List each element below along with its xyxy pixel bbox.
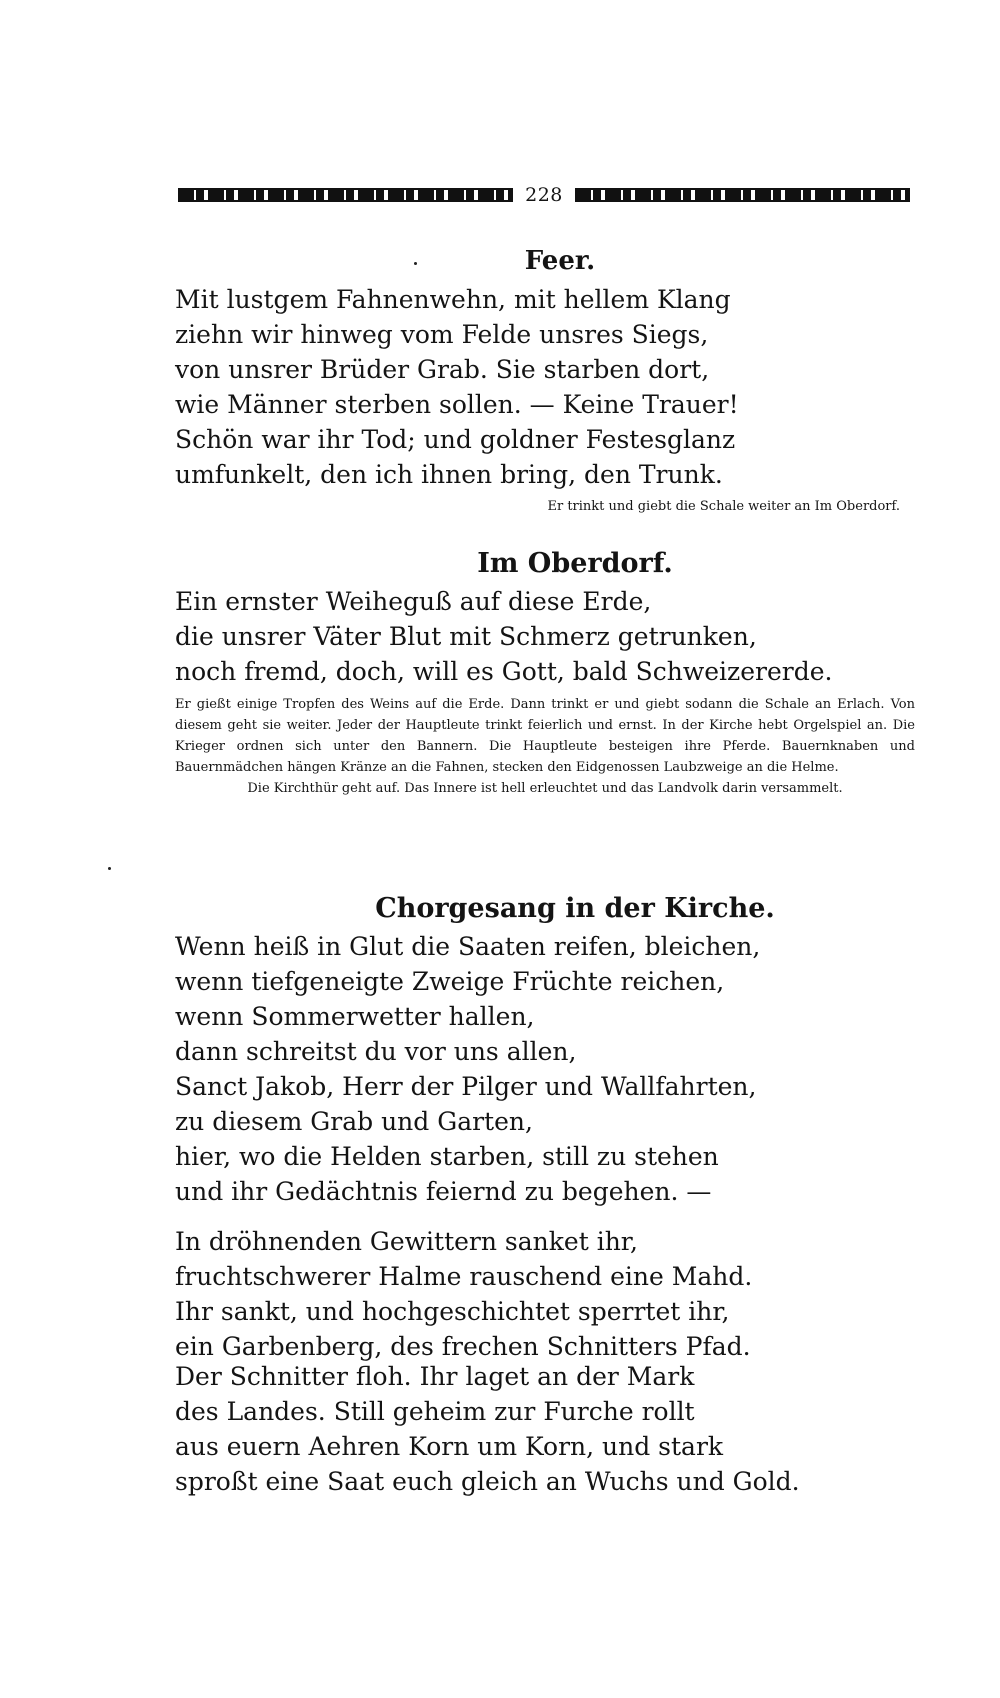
stage-direction-text: Er gießt einige Tropfen des Weins auf die Erde. Dann trinkt er und giebt sodann die Schale an Erlach. Von diesem geht sie weiter. Jeder der Hauptleute trinkt feierlich und ernst. In der Kirche hebt Orgelspiel an. Die Krieger ordnen sich unter den Bannern. Die Hauptleute besteigen ihre Pferde. Bauernknaben und Bauernmädchen hängen Kränze an die Fahnen, stecken den Eidgenossen Laubzweige an die Helme. <box>175 697 915 775</box>
verse-chorgesang-stanza-3 <box>175 1359 915 1499</box>
verse-line: dann schreitst du vor uns allen, <box>175 1037 577 1066</box>
verse-line: aus euern Aehren Korn um Korn, und stark <box>175 1432 724 1461</box>
verse-line: ziehn wir hinweg vom Felde unsres Siegs, <box>175 320 709 349</box>
heading-oberdorf: Im Oberdorf. <box>477 548 673 579</box>
verse-oberdorf <box>175 584 915 689</box>
page-header <box>178 183 910 207</box>
stage-direction-feer: Er trinkt und giebt die Schale weiter an Im Oberdorf. <box>547 499 900 514</box>
verse-line: Wenn heiß in Glut die Saaten reifen, bleichen, <box>175 932 761 961</box>
verse-chorgesang-stanza-1 <box>175 929 915 1209</box>
heading-chorgesang: Chorgesang in der Kirche. <box>375 893 775 924</box>
stage-direction-oberdorf <box>175 694 915 799</box>
verse-line: sproßt eine Saat euch gleich an Wuchs und Gold. <box>175 1467 800 1496</box>
verse-line: von unsrer Brüder Grab. Sie starben dort, <box>175 355 710 384</box>
verse-feer <box>175 282 915 492</box>
stage-direction-text-2: Die Kirchthür geht auf. Das Innere ist hell erleuchtet und das Landvolk darin versammelt. <box>247 781 843 796</box>
verse-line: hier, wo die Helden starben, still zu stehen <box>175 1142 719 1171</box>
verse-line: zu diesem Grab und Garten, <box>175 1107 533 1136</box>
verse-line: Ihr sankt, und hochgeschichtet sperrtet ihr, <box>175 1297 730 1326</box>
verse-line: Mit lustgem Fahnenwehn, mit hellem Klang <box>175 285 731 314</box>
verse-line: die unsrer Väter Blut mit Schmerz getrunken, <box>175 622 757 651</box>
stray-dot <box>108 867 111 870</box>
verse-line: wie Männer sterben sollen. — Keine Trauer! <box>175 390 739 419</box>
verse-line: des Landes. Still geheim zur Furche rollt <box>175 1397 695 1426</box>
ornament-left-icon <box>178 188 513 202</box>
verse-line: wenn tiefgeneigte Zweige Früchte reichen, <box>175 967 725 996</box>
verse-line: ein Garbenberg, des frechen Schnitters Pfad. <box>175 1332 751 1361</box>
verse-line: Schön war ihr Tod; und goldner Festesglanz <box>175 425 736 454</box>
ornament-right-icon <box>575 188 910 202</box>
verse-line: Sanct Jakob, Herr der Pilger und Wallfahrten, <box>175 1072 757 1101</box>
verse-line: noch fremd, doch, will es Gott, bald Schweizererde. <box>175 657 833 686</box>
verse-chorgesang-stanza-2 <box>175 1224 915 1364</box>
heading-feer: Feer. <box>524 246 596 276</box>
verse-line: umfunkelt, den ich ihnen bring, den Trunk. <box>175 460 723 489</box>
verse-line: In dröhnenden Gewittern sanket ihr, <box>175 1227 638 1256</box>
verse-line: Ein ernster Weiheguß auf diese Erde, <box>175 587 652 616</box>
page-number: 228 <box>525 184 563 206</box>
verse-line: Der Schnitter floh. Ihr laget an der Mark <box>175 1362 695 1391</box>
verse-line: wenn Sommerwetter hallen, <box>175 1002 535 1031</box>
verse-line: und ihr Gedächtnis feiernd zu begehen. — <box>175 1177 712 1206</box>
verse-line: fruchtschwerer Halme rauschend eine Mahd. <box>175 1262 753 1291</box>
